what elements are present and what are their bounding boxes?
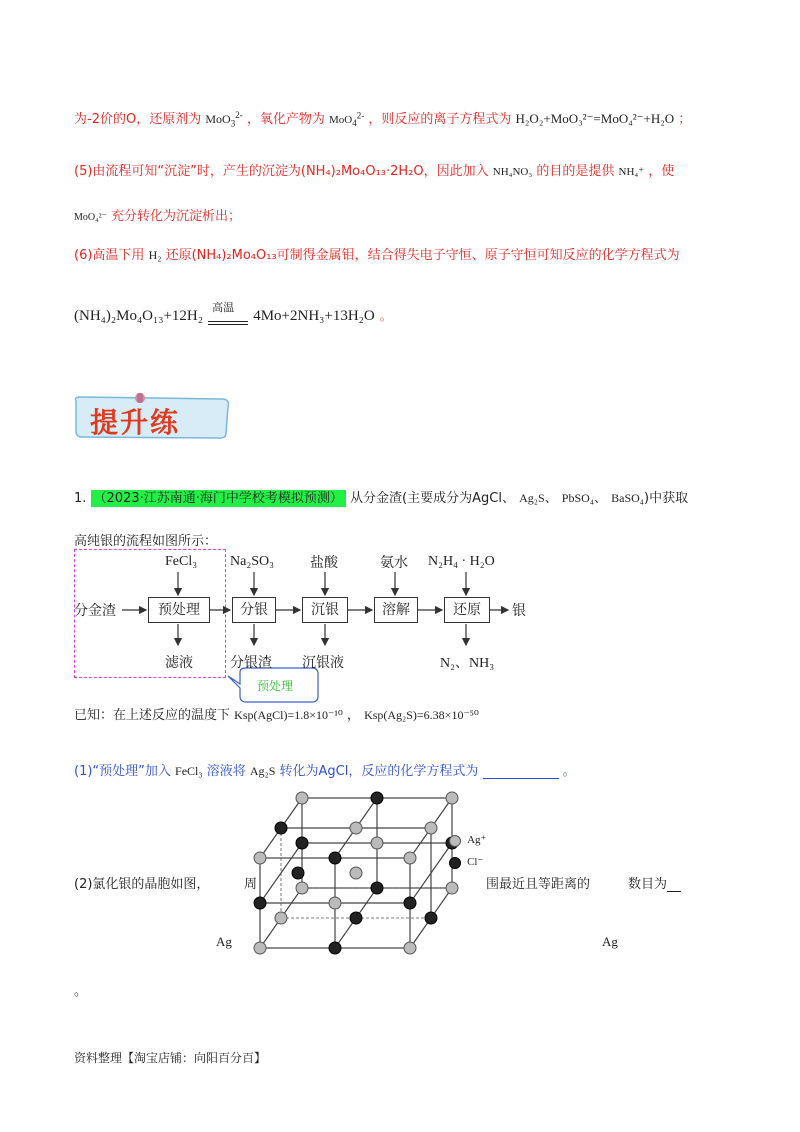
flow-start: 分金渣 [74, 603, 116, 619]
section-title: 提升练 [90, 406, 181, 439]
reagent-fecl3: FeCl₃ [165, 554, 198, 569]
solution-line-2: (5)由流程可知“沉淀”时，产生的沉淀为(NH₄)₂Mo₄O₁₃·2H₂O，因此加入 NH₄NO₃ 的目的是提供 NH₄⁺ ，使 [74, 164, 675, 179]
reagent-ammonia: 氨水 [380, 555, 408, 571]
sub-question-1: (1)“预处理”加入 FeCl₃ 溶液将 Ag₂S 转化为AgCl，反应的化学方程式为 。 [74, 764, 576, 779]
ag-legend-icon [448, 834, 462, 848]
known-line: 已知：在上述反应的温度下 Ksp(AgCl)=1.8×10⁻¹⁰ ， Ksp(Ag₂S)=6.38×10⁻⁵⁰ [74, 708, 479, 723]
reagent-hydrazine: N₂H₄ · H₂O [428, 554, 495, 569]
flow-step-reduce: 还原 [444, 597, 490, 623]
question-1-line: 1. （2023·江苏南通·海门中学校考模拟预测） 从分金渣(主要成分为AgCl、 Ag₂S、 PbSO₄、 BaSO₄)中获取 [74, 491, 689, 506]
output-slag: 分银渣 [230, 655, 272, 671]
answer-blank-2[interactable] [667, 879, 681, 892]
solution-line-1: 为-2价的O，还原剂为 MoO$_3^{2-}$ ，氧化产物为 MoO$_4^{2-}$ ，则反应的离子方程式为 H₂O₂+MoO₃²⁻=MoO₄²⁻+H₂O ； [74, 110, 692, 129]
moo4-ion: MoO₄²⁻ [74, 212, 107, 223]
solution-line-4: (6)高温下用 H₂ 还原(NH₄)₂Mo₄O₁₃可制得金属钼，结合得失电子守恒、原子守恒可知反应的化学方程式为 [74, 248, 680, 263]
output-liquor: 沉银液 [302, 655, 344, 671]
sub-question-2: (2)氯化银的晶胞如图， [74, 877, 210, 892]
cl-legend-icon [448, 856, 462, 870]
h2-formula: H₂ [148, 248, 162, 262]
legend-ag: Ag⁺ [448, 833, 486, 852]
nh4-ion: NH₄⁺ [618, 166, 645, 178]
ag-ions [254, 792, 458, 954]
flow-end: 银 [512, 603, 526, 619]
solution-line-3: MoO₄²⁻ 充分转化为沉淀析出； [74, 209, 242, 224]
legend-cl: Cl⁻ [448, 855, 483, 874]
flow-step-pretreat: 预处理 [148, 597, 210, 623]
nh4no3-formula: NH₄NO₃ [492, 166, 533, 178]
answer-blank-1[interactable] [483, 766, 559, 779]
reductant-formula: MoO$_3^{2-}$ [205, 110, 243, 129]
ksp-ag2s: Ksp(Ag₂S)=6.38×10⁻⁵⁰ [364, 708, 479, 722]
footer-text: 资料整理【淘宝店铺：向阳百分百】 [74, 1051, 267, 1065]
flow-step-separate: 分银 [232, 597, 276, 623]
reagent-na2so3: Na₂SO₃ [230, 554, 274, 569]
agcl-unit-cell-diagram [240, 780, 500, 970]
flow-step-precipitate: 沉银 [302, 597, 348, 623]
ionic-equation: H₂O₂+MoO₃²⁻=MoO₄²⁻+H₂O [515, 111, 675, 126]
callout-label: 预处理 [257, 679, 294, 693]
question-source: （2023·江苏南通·海门中学校考模拟预测） [91, 490, 346, 507]
question-1-line-2: 高纯银的流程如图所示： [74, 534, 218, 549]
reagent-hcl: 盐酸 [310, 555, 338, 571]
product-formula: MoO$_4^{2-}$ [328, 110, 365, 129]
ksp-agcl: Ksp(AgCl)=1.8×10⁻¹⁰ [234, 708, 343, 722]
final-equation: (NH₄)₂Mo₄O₁₃+12H₂ 高温 4Mo+2NH₃+13H₂O 。 [74, 301, 392, 324]
flow-step-dissolve: 溶解 [374, 597, 418, 623]
output-filtrate: 滤液 [165, 655, 193, 671]
output-gases: N₂、NH₃ [440, 656, 495, 671]
